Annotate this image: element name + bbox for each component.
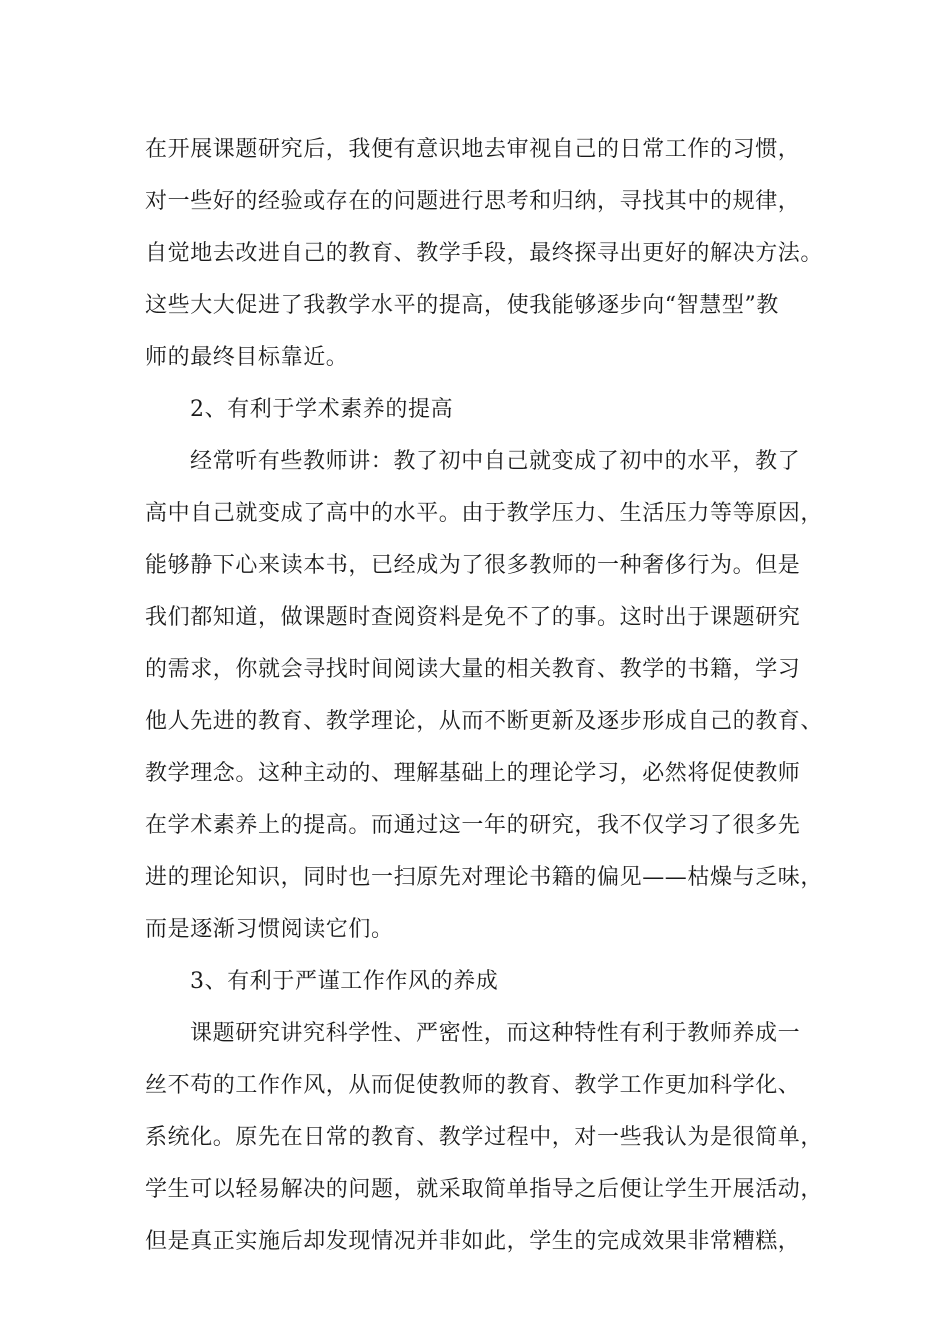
paragraph-line: 的需求，你就会寻找时间阅读大量的相关教育、教学的书籍，学习 (145, 657, 801, 682)
paragraph-line: 教学理念。这种主动的、理解基础上的理论学习，必然将促使教师 (145, 761, 801, 786)
paragraph-line: 而是逐渐习惯阅读它们。 (145, 917, 394, 942)
section-heading: 2、有利于学术素养的提高 (190, 397, 454, 422)
paragraph-line: 进的理论知识，同时也一扫原先对理论书籍的偏见——枯燥与乏味， (145, 865, 824, 890)
paragraph-line: 自觉地去改进自己的教育、教学手段，最终探寻出更好的解决方法。 (145, 241, 824, 266)
paragraph-line: 学生可以轻易解决的问题，就采取简单指导之后便让学生开展活动， (145, 1177, 824, 1202)
paragraph-line: 系统化。原先在日常的教育、教学过程中，对一些我认为是很简单， (145, 1125, 824, 1150)
paragraph-line: 丝不苟的工作作风，从而促使教师的教育、教学工作更加科学化、 (145, 1073, 801, 1098)
paragraph-line: 高中自己就变成了高中的水平。由于教学压力、生活压力等等原因， (145, 501, 824, 526)
paragraph-line: 师的最终目标靠近。 (145, 345, 349, 370)
paragraph-line: 我们都知道，做课题时查阅资料是免不了的事。这时出于课题研究 (145, 605, 801, 630)
paragraph-line: 经常听有些教师讲：教了初中自己就变成了初中的水平，教了 (190, 449, 801, 474)
paragraph-line: 对一些好的经验或存在的问题进行思考和归纳，寻找其中的规律， (145, 189, 801, 214)
paragraph-line: 在学术素养上的提高。而通过这一年的研究，我不仅学习了很多先 (145, 813, 801, 838)
paragraph-line: 能够静下心来读本书，已经成为了很多教师的一种奢侈行为。但是 (145, 553, 801, 578)
paragraph-line: 但是真正实施后却发现情况并非如此，学生的完成效果非常糟糕， (145, 1229, 801, 1254)
paragraph-line: 这些大大促进了我教学水平的提高，使我能够逐步向“智慧型”教 (145, 293, 779, 318)
paragraph-line: 在开展课题研究后，我便有意识地去审视自己的日常工作的习惯， (145, 137, 801, 162)
paragraph-line: 课题研究讲究科学性、严密性，而这种特性有利于教师养成一 (190, 1021, 801, 1046)
section-heading: 3、有利于严谨工作作风的养成 (190, 969, 499, 994)
paragraph-line: 他人先进的教育、教学理论，从而不断更新及逐步形成自己的教育、 (145, 709, 824, 734)
